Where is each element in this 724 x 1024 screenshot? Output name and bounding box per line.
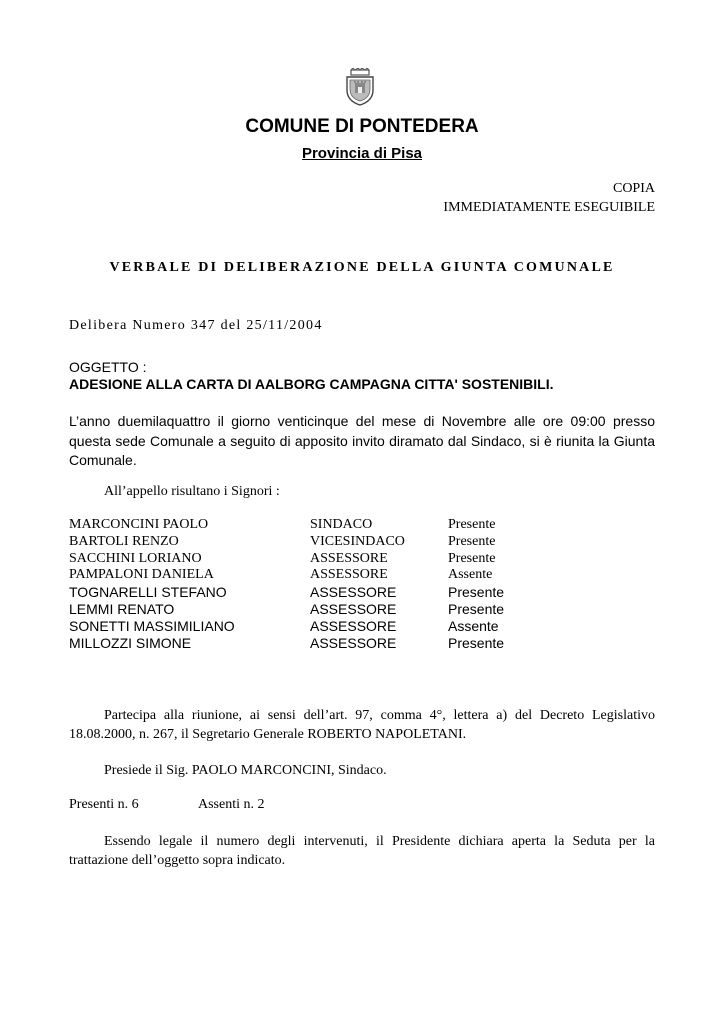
member-role: VICESINDACO bbox=[310, 533, 405, 549]
member-name: TOGNARELLI STEFANO bbox=[69, 584, 227, 601]
member-row bbox=[69, 517, 655, 534]
member-role: ASSESSORE bbox=[310, 617, 397, 634]
member-name: SACCHINI LORIANO bbox=[69, 550, 202, 566]
absent-count: Assenti n. 2 bbox=[198, 797, 265, 812]
member-role: ASSESSORE bbox=[310, 567, 388, 583]
member-row bbox=[69, 534, 655, 551]
member-row bbox=[69, 584, 655, 601]
member-role: ASSESSORE bbox=[310, 584, 397, 601]
member-role: SINDACO bbox=[310, 517, 373, 532]
participation-paragraph: Partecipa alla riunione, ai sensi dell’art. 97, comma 4°, lettera a) del Decreto Legislativo 18.08.2000, n. 267, il Segretario Generale ROBERTO NAPOLETANI. bbox=[69, 708, 655, 742]
member-name: SONETTI MASSIMILIANO bbox=[69, 617, 235, 634]
member-status: Presente bbox=[448, 634, 505, 651]
page-title: COMUNE DI PONTEDERA bbox=[245, 116, 479, 137]
exec-label: IMMEDIATAMENTE ESEGUIBILE bbox=[443, 200, 655, 215]
municipal-crest-icon bbox=[344, 68, 376, 106]
member-status: Presente bbox=[448, 584, 505, 601]
member-status: Presente bbox=[448, 600, 505, 617]
member-role: ASSESSORE bbox=[310, 600, 397, 617]
attendance-counts bbox=[69, 797, 265, 813]
copy-status bbox=[443, 179, 655, 217]
document-heading: VERBALE DI DELIBERAZIONE DELLA GIUNTA COMUNALE bbox=[109, 260, 615, 275]
member-status: Assente bbox=[448, 617, 499, 634]
member-name: MARCONCINI PAOLO bbox=[69, 517, 209, 532]
member-row bbox=[69, 567, 655, 584]
member-status: Presente bbox=[448, 550, 496, 566]
member-name: LEMMI RENATO bbox=[69, 600, 175, 617]
member-row bbox=[69, 618, 655, 635]
appello-line: All’appello risultano i Signori : bbox=[104, 484, 280, 499]
member-row bbox=[69, 601, 655, 618]
intro-paragraph: L’anno duemilaquattro il giorno venticinque del mese di Novembre alle ore 09:00 presso questa sede Comunale a seguito di apposito invito diramato dal Sindaco, si è riunita la Giunta Comunale. bbox=[69, 413, 655, 468]
province-subtitle bbox=[0, 145, 724, 162]
copy-label: COPIA bbox=[612, 181, 655, 196]
present-count: Presenti n. 6 bbox=[69, 797, 139, 812]
member-status: Assente bbox=[448, 567, 493, 583]
member-role: ASSESSORE bbox=[310, 634, 397, 651]
oggetto-block bbox=[69, 359, 554, 393]
member-row bbox=[69, 551, 655, 568]
province-label: Provincia di Pisa bbox=[301, 145, 423, 162]
quorum-paragraph: Essendo legale il numero degli intervenuti, il Presidente dichiara aperta la Seduta per la trattazione dell’oggetto sopra indicato. bbox=[69, 834, 655, 868]
oggetto-label: OGGETTO : bbox=[69, 359, 147, 375]
member-status: Presente bbox=[448, 533, 496, 549]
member-name: BARTOLI RENZO bbox=[69, 533, 179, 549]
member-status: Presente bbox=[448, 517, 496, 532]
oggetto-subject: ADESIONE ALLA CARTA DI AALBORG CAMPAGNA CITTA' SOSTENIBILI. bbox=[69, 376, 554, 392]
member-name: MILLOZZI SIMONE bbox=[69, 634, 192, 651]
member-name: PAMPALONI DANIELA bbox=[69, 567, 214, 583]
presiding-line: Presiede il Sig. PAOLO MARCONCINI, Sindaco. bbox=[104, 763, 387, 778]
member-role: ASSESSORE bbox=[310, 550, 388, 566]
member-row bbox=[69, 635, 655, 652]
delibera-number: Delibera Numero 347 del 25/11/2004 bbox=[69, 318, 323, 333]
members-list bbox=[69, 517, 655, 651]
